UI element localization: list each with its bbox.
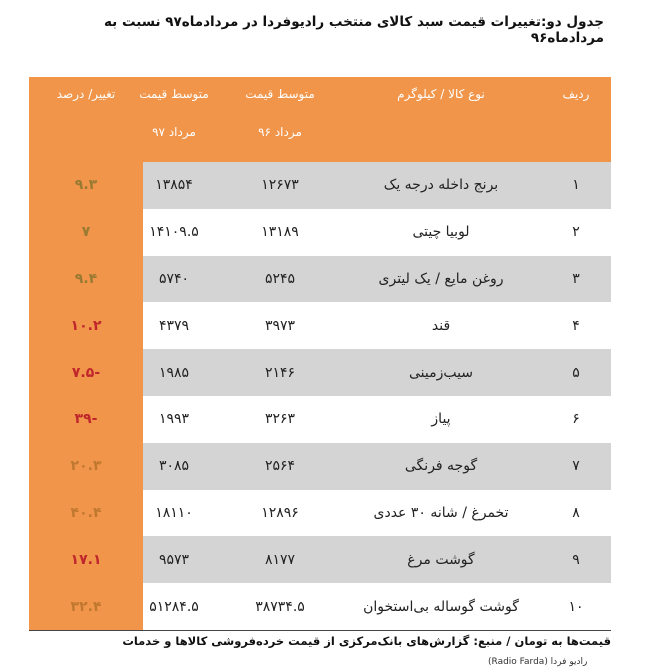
table-row	[29, 536, 611, 583]
header-price-96-line1: متوسط قیمت	[245, 87, 315, 101]
change-percent: ۲۰.۳	[29, 443, 143, 490]
price-97: ۴۳۷۹	[158, 317, 190, 334]
table-body	[29, 162, 611, 630]
price-96: ۸۱۷۷	[264, 551, 296, 568]
price-96: ۱۲۸۹۶	[261, 504, 299, 521]
row-number: ۱۰	[568, 598, 584, 615]
item-name: روغن مایع / یک لیتری	[378, 270, 504, 287]
table-row	[29, 349, 611, 396]
row-number: ۲	[572, 224, 580, 241]
item-name: پیاز	[431, 411, 451, 428]
price-table	[29, 77, 611, 630]
change-percent: ۹.۴	[29, 256, 143, 303]
price-96: ۳۹۷۳	[264, 317, 296, 334]
header-price-96-line2: مرداد ۹۶	[258, 125, 302, 139]
header-price-97-line1: متوسط قیمت	[139, 87, 209, 101]
change-percent: -۳۹	[29, 396, 143, 443]
row-number: ۷	[572, 458, 580, 475]
row-number: ۹	[572, 551, 580, 568]
table-row	[29, 256, 611, 303]
source-credit: رادیو فردا (Radio Farda)	[488, 657, 588, 667]
price-96: ۳۲۶۳	[264, 411, 296, 428]
price-96: ۲۱۴۶	[264, 364, 296, 381]
header-change: تغییر/ درصد	[56, 87, 116, 101]
table-row	[29, 209, 611, 256]
item-name: سیب‌زمینی	[408, 364, 474, 381]
table-header	[29, 77, 611, 162]
row-number: ۱	[572, 177, 580, 194]
change-percent: ۴۰.۴	[29, 490, 143, 537]
header-item: نوع کالا / کیلوگرم	[397, 87, 485, 101]
change-percent: ۳۲.۴	[29, 583, 143, 630]
table-row	[29, 583, 611, 630]
change-percent: ۱۷.۱	[29, 536, 143, 583]
source-note: قیمت‌ها به تومان / منبع: گزارش‌های بانک‌مرکزی از قیمت خرده‌فروشی کالاها و خدمات	[122, 634, 611, 648]
price-97: ۱۴۱۰۹.۵	[149, 224, 199, 241]
item-name: گوشت مرغ	[407, 551, 475, 568]
price-97: ۳۰۸۵	[158, 458, 190, 475]
row-number: ۶	[572, 411, 580, 428]
footer-divider	[29, 630, 611, 631]
row-number: ۳	[572, 270, 580, 287]
change-percent: -۷.۵	[29, 349, 143, 396]
row-number: ۴	[572, 317, 580, 334]
item-name: گوشت گوساله بی‌استخوان	[363, 598, 519, 615]
change-percent: ۹.۳	[29, 162, 143, 209]
price-96: ۲۵۶۴	[264, 458, 296, 475]
table-row	[29, 396, 611, 443]
item-name: تخمرغ / شانه ۳۰ عددی	[373, 504, 509, 521]
row-number: ۵	[572, 364, 580, 381]
price-96: ۱۲۶۷۳	[261, 177, 299, 194]
price-96: ۵۲۴۵	[264, 270, 296, 287]
price-97: ۹۵۷۳	[158, 551, 190, 568]
price-96: ۳۸۷۳۴.۵	[255, 598, 305, 615]
price-97: ۵۱۲۸۴.۵	[149, 598, 199, 615]
table-row	[29, 302, 611, 349]
table-row	[29, 490, 611, 537]
item-name: قند	[431, 317, 451, 334]
header-price-97-line2: مرداد ۹۷	[152, 125, 196, 139]
table-title: جدول دو:تغییرات قیمت سبد کالای منتخب رادیوفردا در مردادماه۹۷ نسبت به مردادماه۹۶	[103, 14, 604, 46]
price-96: ۱۳۱۸۹	[261, 224, 299, 241]
table-row	[29, 162, 611, 209]
price-97: ۱۳۸۵۴	[155, 177, 193, 194]
price-97: ۱۸۱۱۰	[155, 504, 193, 521]
price-97: ۱۹۸۵	[158, 364, 190, 381]
header-row-no: ردیف	[562, 87, 590, 101]
price-97: ۱۹۹۳	[158, 411, 190, 428]
price-97: ۵۷۴۰	[158, 270, 190, 287]
change-percent: ۱۰.۲	[29, 302, 143, 349]
table-row	[29, 443, 611, 490]
item-name: گوجه فرنگی	[404, 458, 478, 475]
item-name: برنج داخله درجه یک	[383, 177, 499, 194]
change-percent: ۷	[29, 209, 143, 256]
item-name: لوبیا چیتی	[412, 224, 470, 241]
row-number: ۸	[572, 504, 580, 521]
